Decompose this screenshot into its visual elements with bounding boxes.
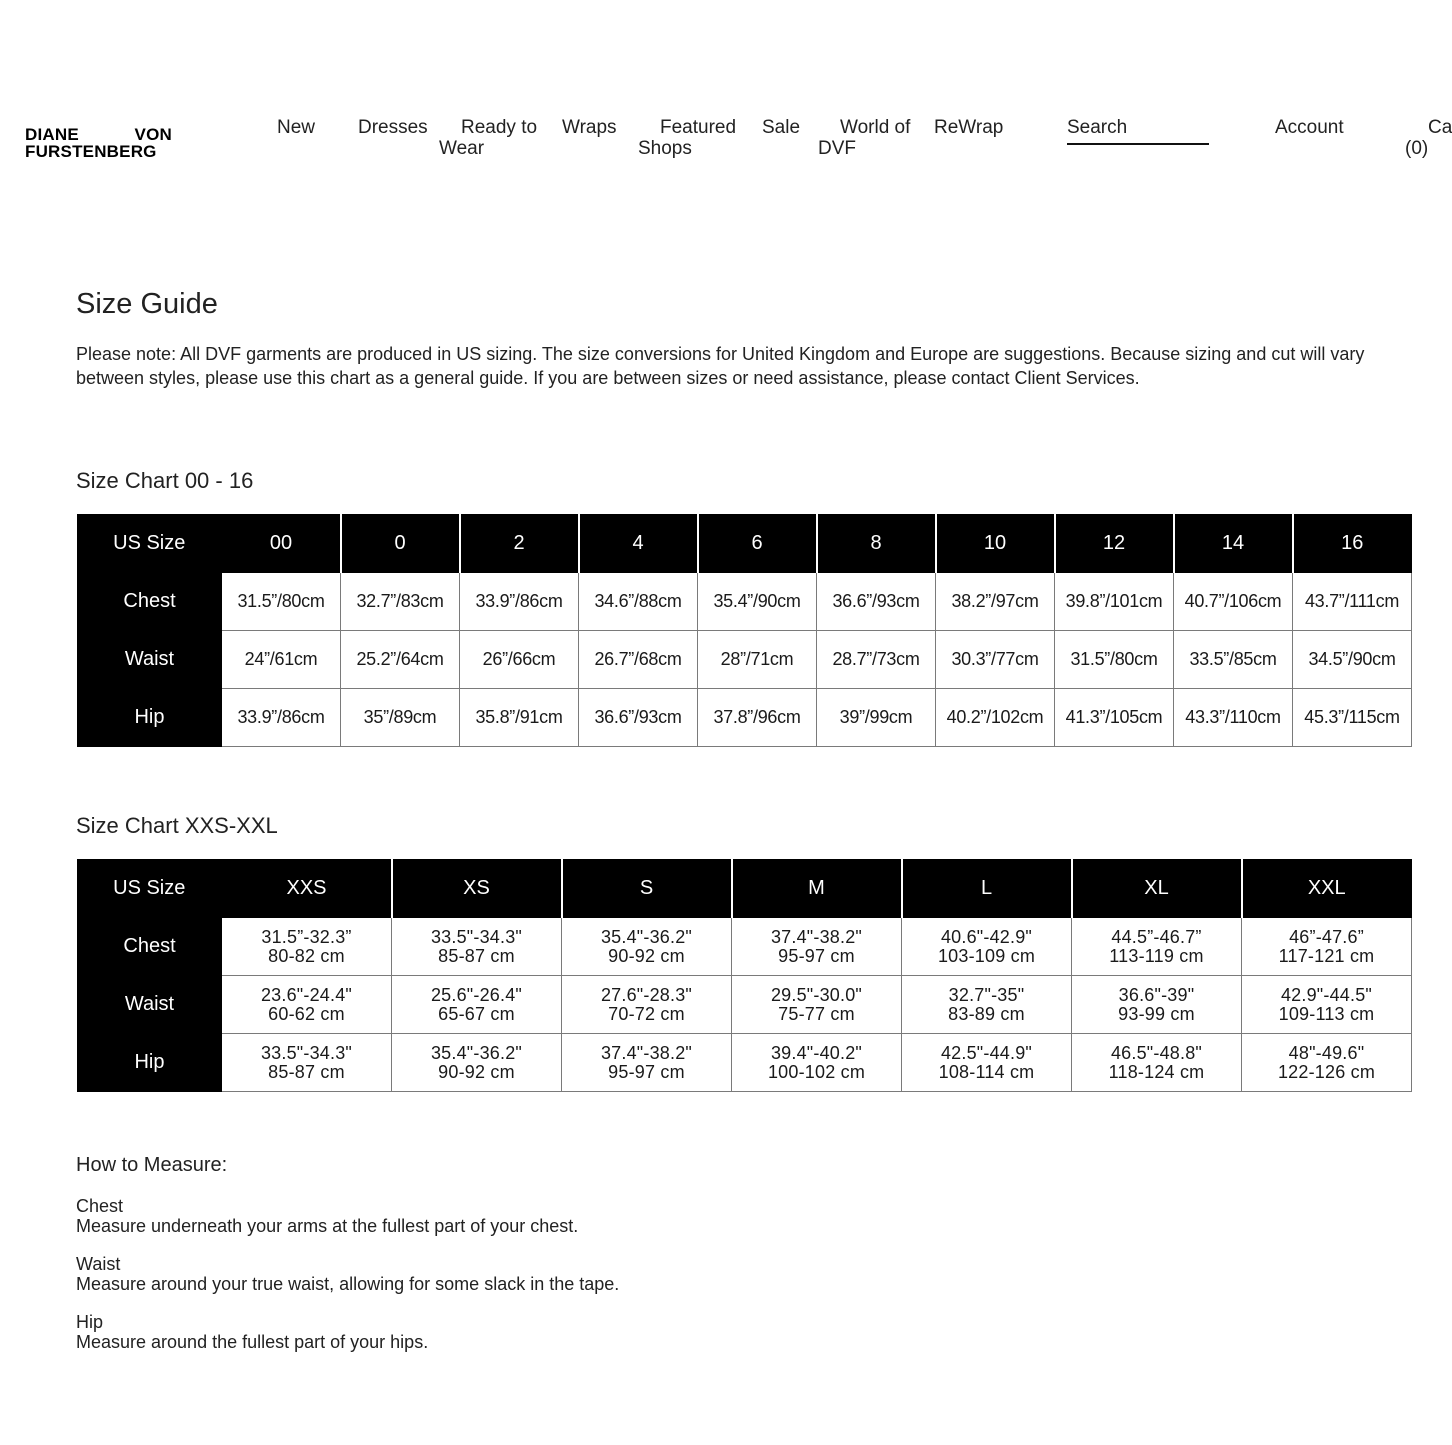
size-chart-letter-table (77, 859, 1412, 1092)
cell-inches: 35.4"-36.2" (600, 926, 693, 947)
table-cell (902, 1034, 1072, 1092)
table-cell: 31.5”/80cm (222, 573, 341, 631)
table-cell: 45.3”/115cm (1293, 689, 1412, 747)
table-cell (732, 1034, 902, 1092)
table-cell (222, 976, 392, 1034)
nav-item-ready-to-wear[interactable] (439, 117, 537, 159)
table-cell: 35”/89cm (341, 689, 460, 747)
search-placeholder: Search (1067, 117, 1128, 138)
cart-link[interactable] (1405, 117, 1452, 159)
table-corner-label: US Size (78, 515, 222, 573)
table-cell (732, 976, 902, 1034)
table-cell (732, 918, 902, 976)
cell-inches: 37.4"-38.2" (770, 926, 863, 947)
table-cell: 30.3”/77cm (936, 631, 1055, 689)
cell-cm: 85-87 cm (268, 1061, 345, 1082)
size-chart-numeric-table (77, 514, 1412, 747)
account-label: Account (1275, 117, 1344, 138)
table-cell (562, 1034, 732, 1092)
table-cell: 43.7”/111cm (1293, 573, 1412, 631)
nav-item-dresses[interactable] (358, 117, 428, 138)
size-column-header: XS (392, 860, 562, 918)
table-cell: 31.5”/80cm (1055, 631, 1174, 689)
cell-cm: 90-92 cm (438, 1061, 515, 1082)
nav-item-featured-shops[interactable] (638, 117, 736, 159)
table-row (78, 689, 1412, 747)
cell-inches: 33.5"-34.3" (260, 1042, 353, 1063)
size-column-header: 16 (1293, 515, 1412, 573)
cell-inches: 36.6"-39" (1118, 984, 1195, 1005)
table-cell: 32.7”/83cm (341, 573, 460, 631)
table-cell: 28”/71cm (698, 631, 817, 689)
nav-item-label-line2: Shops (638, 138, 692, 159)
cell-cm: 75-77 cm (778, 1003, 855, 1024)
table-cell (392, 1034, 562, 1092)
cell-cm: 80-82 cm (268, 945, 345, 966)
table-row (78, 918, 1412, 976)
cell-cm: 109-113 cm (1278, 1003, 1375, 1024)
table-cell: 34.5”/90cm (1293, 631, 1412, 689)
cell-inches: 44.5”-46.7” (1111, 926, 1202, 947)
nav-item-rewrap[interactable] (934, 117, 1003, 138)
measure-item-title: Chest (76, 1196, 124, 1216)
table-cell (222, 1034, 392, 1092)
size-column-header: XXS (222, 860, 392, 918)
cell-inches: 23.6"-24.4" (260, 984, 353, 1005)
cell-cm: 122-126 cm (1277, 1061, 1376, 1082)
measure-item-chest (76, 1196, 578, 1236)
nav-item-label: Ready to (461, 117, 538, 138)
size-column-header: M (732, 860, 902, 918)
cell-inches: 46”-47.6” (1289, 926, 1364, 947)
cell-inches: 37.4"-38.2" (600, 1042, 693, 1063)
measure-item-title: Waist (76, 1254, 121, 1274)
table-cell: 40.2”/102cm (936, 689, 1055, 747)
table-cell: 26”/66cm (460, 631, 579, 689)
search-input[interactable] (1067, 117, 1209, 145)
table-cell: 25.2”/64cm (341, 631, 460, 689)
table-cell: 33.5”/85cm (1174, 631, 1293, 689)
row-label: Chest (78, 918, 222, 976)
table-row (78, 976, 1412, 1034)
row-label: Hip (78, 1034, 222, 1092)
page-title: Size Guide (76, 288, 218, 320)
measure-item-text: Measure around your true waist, allowing for some slack in the tape. (76, 1274, 620, 1294)
table-row (78, 573, 1412, 631)
table-cell (562, 918, 732, 976)
cell-inches: 35.4"-36.2" (430, 1042, 523, 1063)
table-cell (222, 918, 392, 976)
nav-item-label: Dresses (358, 117, 428, 138)
cell-inches: 40.6"-42.9" (940, 926, 1033, 947)
nav-item-sale[interactable] (762, 117, 800, 138)
cell-inches: 42.9"-44.5" (1280, 984, 1373, 1005)
cell-inches: 32.7"-35" (948, 984, 1025, 1005)
nav-item-label: Featured (660, 117, 737, 138)
table-cell: 36.6”/93cm (817, 573, 936, 631)
cell-inches: 25.6"-26.4" (430, 984, 523, 1005)
table-cell: 36.6”/93cm (579, 689, 698, 747)
nav-item-label: World of (840, 117, 911, 138)
brand-logo[interactable] (25, 126, 172, 160)
cell-inches: 48"-49.6" (1288, 1042, 1365, 1063)
measure-item-text: Measure around the fullest part of your hips. (76, 1332, 429, 1352)
size-column-header: S (562, 860, 732, 918)
row-label: Hip (78, 689, 222, 747)
cell-inches: 42.5"-44.9" (940, 1042, 1033, 1063)
table-cell: 40.7”/106cm (1174, 573, 1293, 631)
row-label: Chest (78, 573, 222, 631)
nav-item-label: Sale (762, 117, 801, 138)
cell-cm: 118-124 cm (1108, 1061, 1205, 1082)
table-cell: 24”/61cm (222, 631, 341, 689)
table-cell: 43.3”/110cm (1174, 689, 1293, 747)
how-to-measure-heading: How to Measure: (76, 1154, 228, 1176)
size-column-header: 0 (341, 515, 460, 573)
cell-cm: 83-89 cm (948, 1003, 1025, 1024)
table-cell: 34.6”/88cm (579, 573, 698, 631)
cell-inches: 29.5"-30.0" (770, 984, 863, 1005)
table-cell (1072, 1034, 1242, 1092)
intro-text: Please note: All DVF garments are produced in US sizing. The size conversions for United Kingdom and Europe are suggestions. Because sizing and cut will vary between styles, please use this chart as a general guide. If you are between sizes or need assistance, please contact Client Services. (76, 344, 1365, 388)
table-cell (902, 918, 1072, 976)
table-row (78, 631, 1412, 689)
cell-inches: 31.5”-32.3” (261, 926, 352, 947)
size-column-header: 12 (1055, 515, 1174, 573)
table-cell (1072, 976, 1242, 1034)
table-cell (1242, 976, 1412, 1034)
nav-item-wraps[interactable] (562, 117, 617, 138)
nav-item-world-of-dvf[interactable] (818, 117, 910, 159)
nav-item-label-line2: DVF (818, 138, 856, 159)
row-label: Waist (78, 976, 222, 1034)
logo-text-von: VON (134, 125, 172, 144)
measure-item-text: Measure underneath your arms at the fullest part of your chest. (76, 1216, 579, 1236)
size-column-header: XL (1072, 860, 1242, 918)
cart-label: Ca (1428, 117, 1452, 138)
account-link[interactable] (1275, 117, 1344, 138)
cell-cm: 117-121 cm (1278, 945, 1375, 966)
size-column-header: 6 (698, 515, 817, 573)
table-cell: 33.9”/86cm (460, 573, 579, 631)
nav-item-label: ReWrap (934, 117, 1004, 138)
nav-item-label-line2: Wear (439, 138, 485, 159)
logo-text-diane: DIANE (25, 125, 79, 144)
cell-cm: 108-114 cm (938, 1061, 1035, 1082)
table-cell (902, 976, 1072, 1034)
table-cell: 39.8”/101cm (1055, 573, 1174, 631)
table-corner-label: US Size (78, 860, 222, 918)
size-column-header: 2 (460, 515, 579, 573)
table-cell (562, 976, 732, 1034)
table-cell: 26.7”/68cm (579, 631, 698, 689)
cell-inches: 27.6"-28.3" (600, 984, 693, 1005)
table-cell: 28.7”/73cm (817, 631, 936, 689)
row-label: Waist (78, 631, 222, 689)
cell-cm: 113-119 cm (1109, 945, 1204, 966)
size-chart-heading: Size Chart 00 - 16 (76, 468, 254, 493)
size-column-header: 8 (817, 515, 936, 573)
cell-cm: 65-67 cm (438, 1003, 515, 1024)
table-cell: 35.4”/90cm (698, 573, 817, 631)
cell-inches: 33.5"-34.3" (430, 926, 523, 947)
nav-item-new[interactable] (277, 117, 315, 138)
table-cell: 41.3”/105cm (1055, 689, 1174, 747)
size-column-header: XXL (1242, 860, 1412, 918)
nav-item-label: New (277, 117, 316, 138)
nav-item-label: Wraps (562, 117, 617, 138)
size-chart-heading: Size Chart XXS-XXL (76, 813, 278, 838)
cell-cm: 100-102 cm (767, 1061, 866, 1082)
table-header-row (78, 860, 1412, 918)
measure-item-waist (76, 1254, 619, 1294)
size-column-header: 4 (579, 515, 698, 573)
cell-inches: 46.5"-48.8" (1110, 1042, 1203, 1063)
table-header-row (78, 515, 1412, 573)
table-cell: 33.9”/86cm (222, 689, 341, 747)
cell-cm: 85-87 cm (438, 945, 515, 966)
cell-cm: 70-72 cm (608, 1003, 685, 1024)
measure-item-title: Hip (76, 1312, 104, 1332)
size-column-header: 10 (936, 515, 1055, 573)
logo-text-furstenberg: FURSTENBERG (25, 142, 157, 161)
cell-cm: 95-97 cm (778, 945, 855, 966)
table-row (78, 1034, 1412, 1092)
cell-cm: 103-109 cm (937, 945, 1036, 966)
table-cell (1242, 1034, 1412, 1092)
cell-inches: 39.4"-40.2" (770, 1042, 863, 1063)
measure-item-hip (76, 1312, 428, 1352)
table-cell: 37.8”/96cm (698, 689, 817, 747)
cell-cm: 93-99 cm (1118, 1003, 1195, 1024)
cart-count: (0) (1405, 138, 1429, 159)
cell-cm: 95-97 cm (608, 1061, 685, 1082)
table-cell (392, 976, 562, 1034)
size-column-header: L (902, 860, 1072, 918)
size-column-header: 14 (1174, 515, 1293, 573)
cell-cm: 90-92 cm (608, 945, 685, 966)
table-cell: 38.2”/97cm (936, 573, 1055, 631)
table-cell: 35.8”/91cm (460, 689, 579, 747)
table-cell: 39”/99cm (817, 689, 936, 747)
table-cell (1242, 918, 1412, 976)
cell-cm: 60-62 cm (268, 1003, 345, 1024)
table-cell (392, 918, 562, 976)
size-column-header: 00 (222, 515, 341, 573)
table-cell (1072, 918, 1242, 976)
